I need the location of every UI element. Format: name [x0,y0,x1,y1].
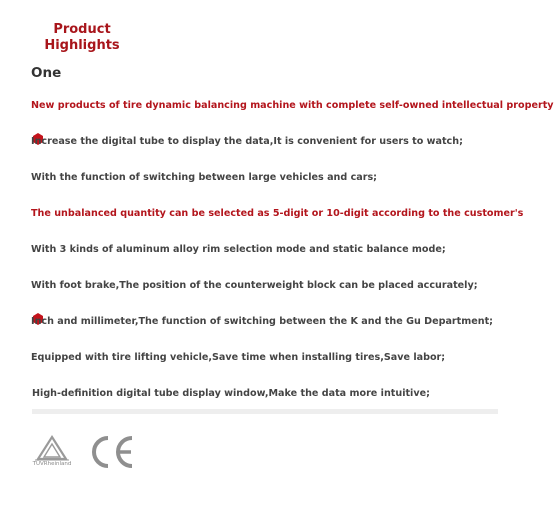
ce-mark-icon [88,434,134,470]
feature-item-5: With 3 kinds of aluminum alloy rim selection mode and static balance mode; [31,244,446,255]
feature-item-7: Inch and millimeter,The function of switching between the K and the Gu Department; [31,316,493,327]
tuv-certification-logo [31,435,73,471]
feature-item-3: With the function of switching between large vehicles and cars; [31,172,378,183]
feature-item-4: The unbalanced quantity can be selected as 5-digit or 10-digit according to the customer's [31,208,524,219]
feature-item-6: With foot brake,The position of the counterweight block can be placed accurately; [31,280,478,291]
divider [32,409,498,414]
feature-item-2: Increase the digital tube to display the data,It is convenient for users to watch; [31,136,463,147]
tuv-label: TÜVRheinland [32,461,72,467]
page-title: Product Highlights [44,22,120,53]
section-label: One [31,65,62,81]
feature-item-8: Equipped with tire lifting vehicle,Save time when installing tires,Save labor; [31,352,446,363]
ce-certification-logo [88,434,134,470]
tuv-triangle-icon [31,435,73,461]
feature-item-9: High-definition digital tube display window,Make the data more intuitive; [32,388,430,399]
feature-item-1: New products of tire dynamic balancing machine with complete self-owned intellectual property [31,100,554,111]
